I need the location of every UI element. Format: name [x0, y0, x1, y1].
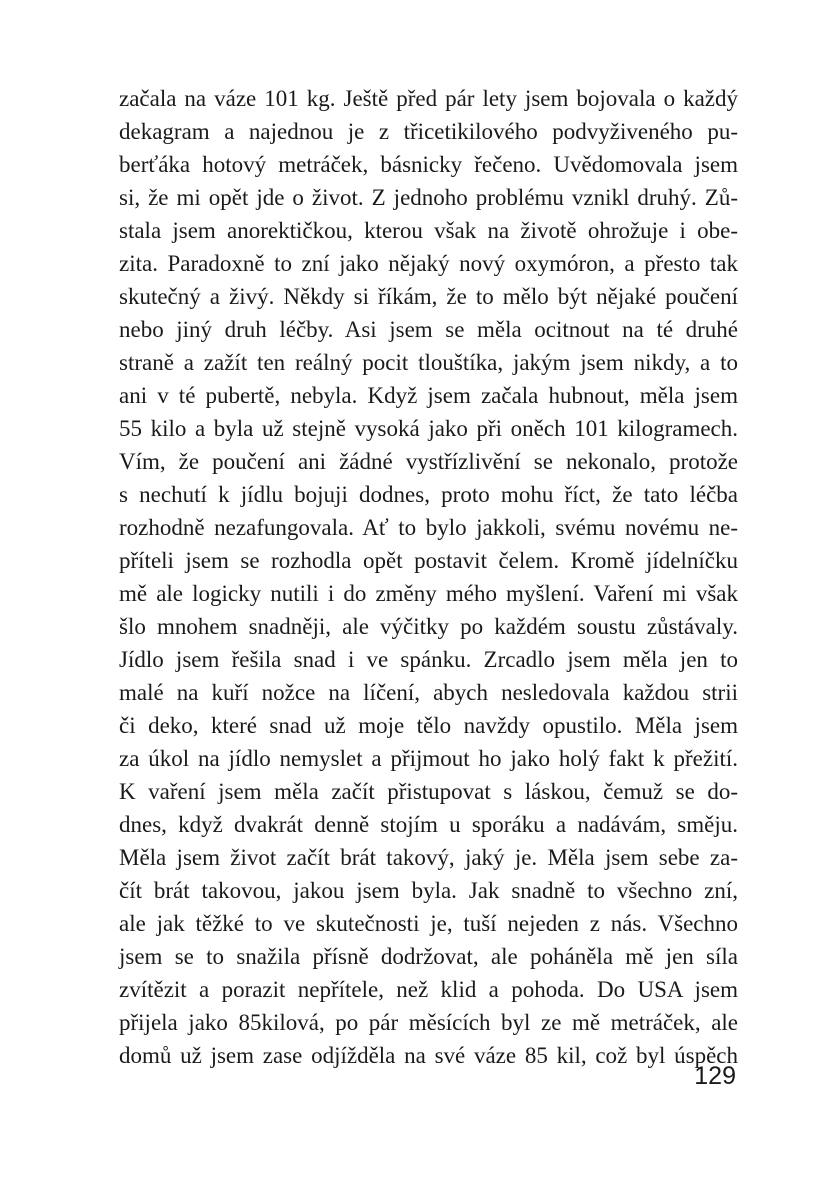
text-line: si, že mi opět jde o život. Z jednoho problému vznikl druhý. Zů- [119, 185, 738, 210]
text-line: Vím, že poučení ani žádné vystřízlivění se nekonalo, protože [119, 449, 738, 474]
text-line: skutečný a živý. Někdy si říkám, že to mělo být nějaké poučení [119, 284, 738, 309]
text-line: Měla jsem život začít brát takový, jaký je. Měla jsem sebe za- [119, 845, 738, 870]
text-line: či deko, které snad už moje tělo navždy opustilo. Měla jsem [119, 713, 738, 738]
text-line: jsem se to snažila přísně dodržovat, ale poháněla mě jen síla [119, 944, 738, 969]
text-line: Jídlo jsem řešila snad i ve spánku. Zrcadlo jsem měla jen to [119, 647, 738, 672]
text-line: začala na váze 101 kg. Ještě před pár lety jsem bojovala o každý [119, 86, 738, 111]
text-line: šlo mnohem snadněji, ale výčitky po každém soustu zůstávaly. [119, 614, 738, 639]
text-line: dekagram a najednou je z třicetikilového podvyživeného pu- [119, 119, 738, 144]
text-line: přijela jako 85kilová, po pár měsících byl ze mě metráček, ale [119, 1010, 738, 1035]
text-line: příteli jsem se rozhodla opět postavit čelem. Kromě jídelníčku [119, 548, 738, 573]
text-line: dnes, když dvakrát denně stojím u sporáku a nadávám, směju. [119, 812, 738, 837]
text-line: domů už jsem zase odjížděla na své váze 85 kil, což byl úspěch [119, 1043, 738, 1068]
text-line: berťáka hotový metráček, básnicky řečeno. Uvědomovala jsem [119, 152, 738, 177]
text-line: ale jak těžké to ve skutečnosti je, tuší nejeden z nás. Všechno [119, 911, 738, 936]
text-line: rozhodně nezafungovala. Ať to bylo jakkoli, svému novému ne- [119, 515, 738, 540]
text-line: s nechutí k jídlu bojuji dodnes, proto mohu říct, že tato léčba [119, 482, 738, 507]
text-line: ani v té pubertě, nebyla. Když jsem začala hubnout, měla jsem [119, 383, 738, 408]
text-line: straně a zažít ten reálný pocit tlouštíka, jakým jsem nikdy, a to [119, 350, 738, 375]
text-line: stala jsem anorektičkou, kterou však na životě ohrožuje i obe- [119, 218, 738, 243]
text-line: zvítězit a porazit nepřítele, než klid a pohoda. Do USA jsem [119, 977, 738, 1002]
text-line: za úkol na jídlo nemyslet a přijmout ho jako holý fakt k přežití. [119, 746, 738, 771]
text-line: čít brát takovou, jakou jsem byla. Jak snadně to všechno zní, [119, 878, 738, 903]
page-number: 129 [694, 1062, 736, 1090]
text-line: malé na kuří nožce na líčení, abych nesledovala každou strii [119, 680, 738, 705]
text-line: mě ale logicky nutili i do změny mého myšlení. Vaření mi však [119, 581, 738, 606]
body-text [119, 82, 738, 1072]
text-line: zita. Paradoxně to zní jako nějaký nový oxymóron, a přesto tak [119, 251, 738, 276]
text-line: K vaření jsem měla začít přistupovat s láskou, čemuž se do- [119, 779, 738, 804]
text-line: nebo jiný druh léčby. Asi jsem se měla ocitnout na té druhé [119, 317, 738, 342]
text-line: 55 kilo a byla už stejně vysoká jako při oněch 101 kilogramech. [119, 416, 738, 441]
